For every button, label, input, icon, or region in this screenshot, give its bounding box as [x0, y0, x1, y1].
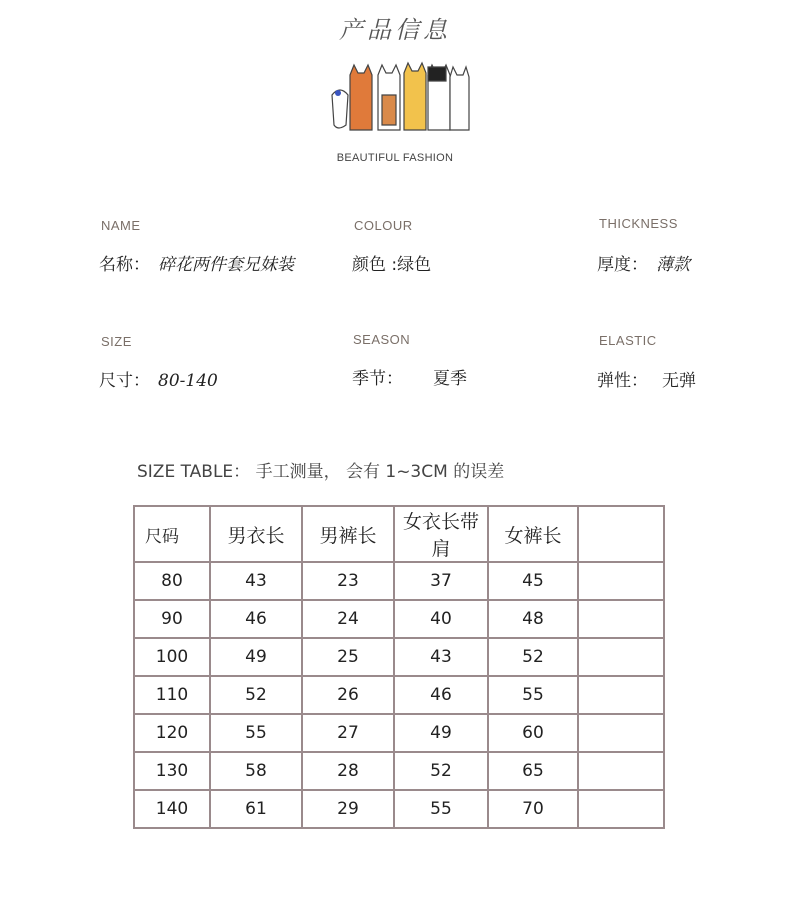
table-cell: 52 [395, 753, 489, 791]
table-cell: 130 [135, 753, 211, 791]
colour-key: 颜色 : [352, 255, 398, 275]
table-cell: 58 [211, 753, 303, 791]
table-row [135, 753, 663, 791]
table-cell [579, 639, 663, 677]
table-cell: 43 [395, 639, 489, 677]
table-cell: 120 [135, 715, 211, 753]
brand-text: BEAUTIFUL FASHION [336, 152, 454, 164]
table-row [135, 715, 663, 753]
table-cell: 55 [395, 791, 489, 827]
header-cell: 男衣长 [211, 507, 303, 563]
colour-value: 绿色 [397, 255, 432, 275]
table-cell [579, 677, 663, 715]
table-cell: 37 [395, 563, 489, 601]
table-header-row [135, 507, 663, 563]
table-row [135, 563, 663, 601]
table-row [135, 601, 663, 639]
thickness-label: THICKNESS [599, 216, 678, 231]
table-cell: 49 [395, 715, 489, 753]
table-cell: 61 [211, 791, 303, 827]
table-cell: 70 [489, 791, 579, 827]
season-value: 夏季 [433, 369, 467, 389]
table-cell: 90 [135, 601, 211, 639]
table-cell: 100 [135, 639, 211, 677]
table-cell: 24 [303, 601, 395, 639]
header-cell [579, 507, 663, 563]
table-cell: 29 [303, 791, 395, 827]
table-cell: 28 [303, 753, 395, 791]
elastic-label: ELASTIC [599, 333, 657, 348]
table-cell: 52 [211, 677, 303, 715]
table-cell: 65 [489, 753, 579, 791]
table-cell: 48 [489, 601, 579, 639]
page-title: 产品信息 [339, 16, 451, 44]
size-key: 尺寸： [99, 371, 150, 391]
name-key: 名称： [99, 255, 150, 275]
thickness-value: 薄款 [656, 255, 690, 275]
table-cell: 80 [135, 563, 211, 601]
table-row [135, 639, 663, 677]
table-cell: 25 [303, 639, 395, 677]
thickness-key: 厚度： [597, 255, 648, 275]
table-cell [579, 601, 663, 639]
colour-label: COLOUR [354, 218, 413, 233]
season-key: 季节： [352, 369, 403, 389]
table-cell: 60 [489, 715, 579, 753]
header-cell: 尺码 [135, 507, 211, 563]
table-cell: 140 [135, 791, 211, 827]
name-field [99, 250, 294, 275]
name-label: NAME [101, 218, 141, 233]
elastic-value: 无弹 [662, 371, 696, 391]
table-cell: 52 [489, 639, 579, 677]
table-cell: 55 [489, 677, 579, 715]
elastic-field [597, 366, 696, 391]
header-cell: 女衣长带肩 [395, 507, 489, 563]
table-cell: 40 [395, 601, 489, 639]
size-label: SIZE [101, 334, 132, 349]
table-cell [579, 563, 663, 601]
header-cell: 男裤长 [303, 507, 395, 563]
table-cell [579, 753, 663, 791]
table-cell: 46 [211, 601, 303, 639]
table-cell: 43 [211, 563, 303, 601]
table-cell: 23 [303, 563, 395, 601]
table-cell: 46 [395, 677, 489, 715]
size-table [133, 505, 665, 829]
table-row [135, 677, 663, 715]
thickness-field [597, 250, 690, 275]
season-field [352, 364, 467, 389]
table-cell [579, 715, 663, 753]
size-field [99, 366, 218, 391]
table-cell: 110 [135, 677, 211, 715]
table-cell: 26 [303, 677, 395, 715]
season-label: SEASON [353, 332, 411, 347]
size-value: 80-140 [158, 371, 218, 391]
name-value: 碎花两件套兄妹装 [158, 255, 294, 275]
table-cell: 55 [211, 715, 303, 753]
table-cell [579, 791, 663, 827]
colour-field [352, 250, 431, 275]
header-cell: 女裤长 [489, 507, 579, 563]
table-cell: 27 [303, 715, 395, 753]
elastic-key: 弹性： [597, 371, 648, 391]
table-cell: 49 [211, 639, 303, 677]
size-table-title: SIZE TABLE： 手工测量， 会有 1~3CM 的误差 [137, 462, 505, 482]
table-cell: 45 [489, 563, 579, 601]
table-row [135, 791, 663, 827]
